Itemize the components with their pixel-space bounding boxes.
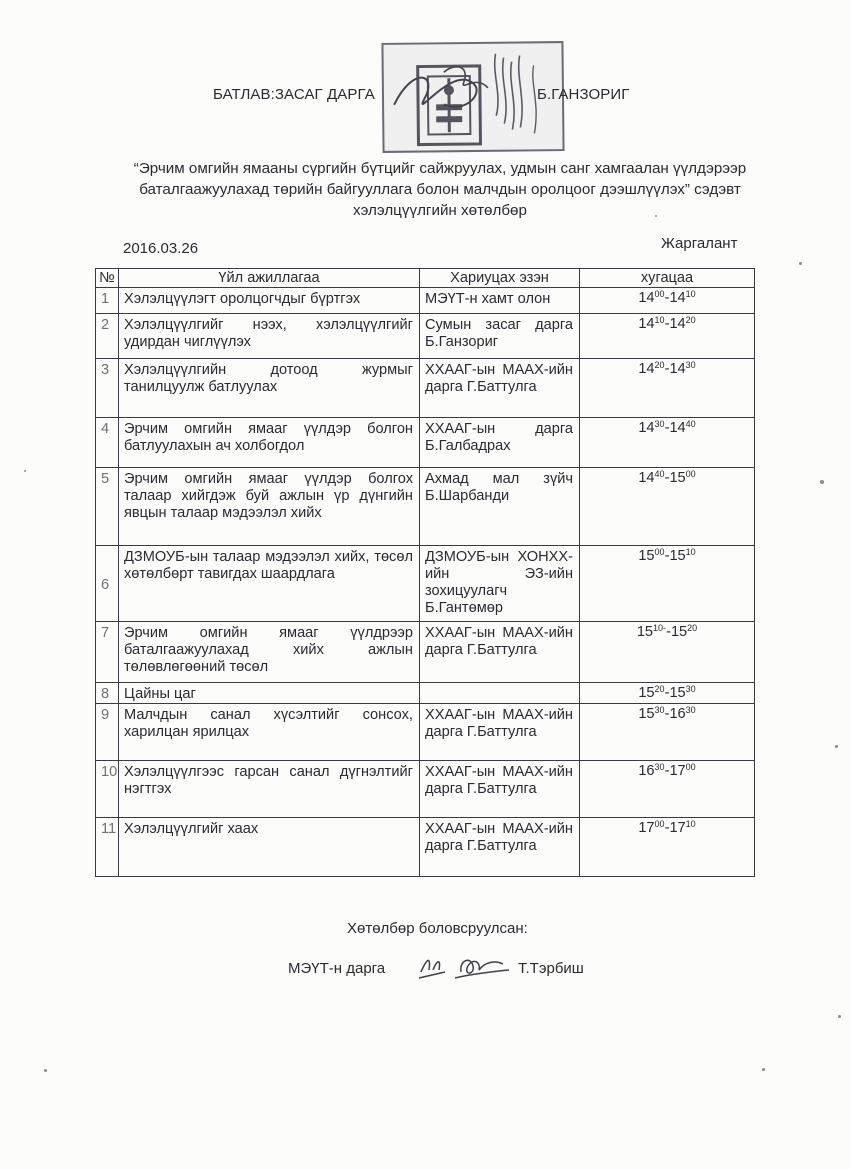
row-time: $15^{00}-15^{10}$	[580, 546, 755, 622]
row-activity: ДЗМОУБ-ын талаар мэдээлэл хийх, төсөл хөтөлбөрт тавигдах шаардлага	[119, 546, 420, 622]
row-responsible: Ахмад мал зүйч Б.Шарбанди	[420, 468, 580, 546]
row-responsible: ХХААГ-ын МААХ-ийн дарга Г.Баттулга	[420, 359, 580, 418]
row-time: $14^{00}-14^{10}$	[580, 288, 755, 314]
row-responsible: ХХААГ-ын МААХ-ийн дарга Г.Баттулга	[420, 761, 580, 818]
signature-line	[288, 960, 584, 977]
row-number: 2	[96, 314, 119, 359]
table-header-row	[96, 269, 755, 288]
row-responsible: ХХААГ-ын МААХ-ийн дарга Г.Баттулга	[420, 704, 580, 761]
row-time: $14^{30}-14^{40}$	[580, 418, 755, 468]
row-number: 10	[96, 761, 119, 818]
header-responsible: Хариуцах эзэн	[420, 269, 580, 288]
document-date: 2016.03.26	[123, 240, 199, 257]
row-number: 5	[96, 468, 119, 546]
row-number: 8	[96, 683, 119, 704]
row-activity: Хэлэлцүүлгээс гарсан санал дүгнэлтийг нэгтгэх	[119, 761, 420, 818]
row-activity: Малчдын санал хүсэлтийг сонсох, харилцан ярилцах	[119, 704, 420, 761]
table-row	[96, 288, 755, 314]
document-place: Жаргалант	[661, 235, 738, 252]
prepared-by-label: Хөтөлбөр боловсруулсан:	[347, 920, 528, 937]
row-responsible: ХХААГ-ын МААХ-ийн дарга Г.Баттулга	[420, 818, 580, 877]
row-number: 6	[96, 546, 119, 622]
row-time: $15^{30}-16^{30}$	[580, 704, 755, 761]
table-row	[96, 314, 755, 359]
header-number: №	[96, 269, 119, 288]
row-activity: Хэлэлцүүлгийн дотоод журмыг танилцуулж батлуулах	[119, 359, 420, 418]
row-responsible: Сумын засаг дарга Б.Ганзориг	[420, 314, 580, 359]
table-row	[96, 468, 755, 546]
approval-label: БАТЛАВ:ЗАСАГ ДАРГА	[213, 86, 375, 103]
row-responsible: ХХААГ-ын дарга Б.Галбадрах	[420, 418, 580, 468]
row-time: $15^{20}-15^{30}$	[580, 683, 755, 704]
row-time: $14^{40}-15^{00}$	[580, 468, 755, 546]
row-activity: Эрчим омгийн ямааг үүлдэр болгон батлуулахын ач холбогдол	[119, 418, 420, 468]
row-number: 1	[96, 288, 119, 314]
header-activity: Үйл ажиллагаа	[119, 269, 420, 288]
row-time: $17^{00}-17^{10}$	[580, 818, 755, 877]
row-activity: Хэлэлцүүлгийг нээх, хэлэлцүүлгийг удирдан чиглүүлэх	[119, 314, 420, 359]
signer-name: Т.Тэрбиш	[518, 960, 584, 977]
table-row	[96, 359, 755, 418]
row-time: $14^{10}-14^{20}$	[580, 314, 755, 359]
row-activity: Эрчим омгийн ямааг үүлдрээр баталгаажуулахад хийх ажлын төлөвлөгөөний төсөл	[119, 622, 420, 683]
table-row	[96, 683, 755, 704]
table-row	[96, 418, 755, 468]
table-row	[96, 761, 755, 818]
row-responsible: МЭҮТ-н хамт олон	[420, 288, 580, 314]
header-time: хугацаа	[580, 269, 755, 288]
row-activity: Цайны цаг	[119, 683, 420, 704]
table-row	[96, 622, 755, 683]
row-responsible: ДЗМОУБ-ын ХОНХХ-ийн ЭЗ-ийн зохицуулагч Б.Гантөмөр	[420, 546, 580, 622]
handwritten-signature	[415, 948, 515, 982]
row-time: $15^{10-}-15^{20}$	[580, 622, 755, 683]
row-time: $14^{20}-14^{30}$	[580, 359, 755, 418]
approval-line	[213, 86, 630, 103]
row-activity: Эрчим омгийн ямааг үүлдэр болгох талаар хийгдэж буй ажлын үр дүнгийн явцын талаар мэдээлэл хийх	[119, 468, 420, 546]
row-number: 9	[96, 704, 119, 761]
signer-title: МЭҮТ-н дарга	[288, 960, 386, 977]
row-responsible: ХХААГ-ын МААХ-ийн дарга Г.Баттулга	[420, 622, 580, 683]
row-number: 11	[96, 818, 119, 877]
row-number: 7	[96, 622, 119, 683]
row-number: 4	[96, 418, 119, 468]
row-time: $16^{30}-17^{00}$	[580, 761, 755, 818]
document-title: “Эрчим омгийн ямааны сүргийн бүтцийг сайжруулах, удмын санг хамгаалан үүлдэрээр баталгаажуулахад төрийн байгууллага болон малчдын оролцоог дээшлүүлэх” сэдэвт хэлэлцүүлгийн хөтөлбөр	[133, 160, 747, 219]
table-row	[96, 704, 755, 761]
row-responsible	[420, 683, 580, 704]
table-row	[96, 546, 755, 622]
table-row	[96, 818, 755, 877]
schedule-table	[95, 268, 755, 877]
row-activity: Хэлэлцүүлгийг хаах	[119, 818, 420, 877]
row-activity: Хэлэлцүүлэгт оролцогчдыг бүртгэх	[119, 288, 420, 314]
approver-name: Б.ГАНЗОРИГ	[537, 86, 630, 103]
row-number: 3	[96, 359, 119, 418]
